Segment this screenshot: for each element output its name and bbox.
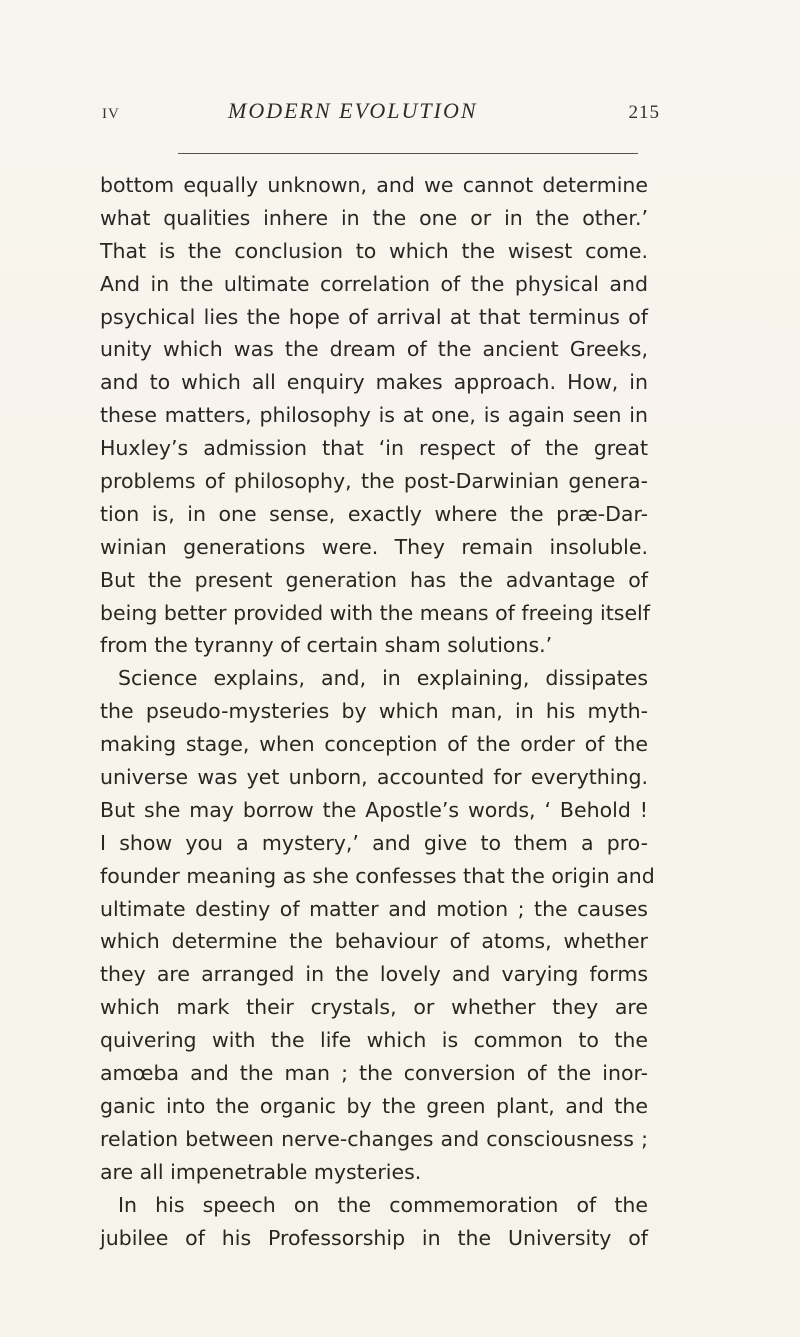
chapter-number: IV [102,106,120,122]
text-line: universe was yet unborn, accounted for everything. [100,765,648,790]
text-line: making stage, when conception of the order of the [100,732,648,757]
text-line: Huxley’s admission that ‘in respect of the great [100,436,648,461]
text-line: which mark their crystals, or whether they are [100,995,648,1020]
text-line: That is the conclusion to which the wisest come. [100,238,648,263]
page-number: 215 [628,102,660,123]
text-line: these matters, philosophy is at one, is again seen in [100,403,648,428]
text-line: the pseudo-mysteries by which man, in his myth- [100,699,648,724]
text-line: I show you a mystery,’ and give to them a pro- [100,830,648,855]
text-line: being better provided with the means of freeing itself [100,600,650,625]
text-line: bottom equally unknown, and we cannot determine [100,173,648,197]
text-line: what qualities inhere in the one or in the other.’ [100,205,648,230]
text-line: are all impenetrable mysteries. [100,1159,422,1184]
running-header [100,96,660,136]
text-line: they are arranged in the lovely and varying forms [100,962,648,987]
text-line: psychical lies the hope of arrival at that terminus of [100,304,648,329]
header-rule [178,153,638,154]
text-line: and to which all enquiry makes approach. How, in [100,370,648,395]
text-line: which determine the behaviour of atoms, whether [100,929,648,954]
text-line: amœba and the man ; the conversion of the inor- [100,1061,648,1086]
text-line: winian generations were. They remain insoluble. [100,534,648,559]
text-line: problems of philosophy, the post-Darwinian genera- [100,469,648,494]
text-line: unity which was the dream of the ancient Greeks, [100,337,648,362]
running-title: MODERN EVOLUTION [228,98,478,123]
text-line: jubilee of his Professorship in the University of [100,1225,648,1250]
text-line: And in the ultimate correlation of the physical and [100,271,648,296]
text-line: quivering with the life which is common to the [100,1028,648,1053]
text-line: founder meaning as she confesses that the origin and [100,863,655,888]
text-line: But the present generation has the advantage of [100,567,648,592]
text-line: from the tyranny of certain sham solutions.’ [100,633,553,658]
text-line: ganic into the organic by the green plant, and the [100,1093,648,1118]
text-line: relation between nerve-changes and consciousness ; [100,1126,648,1151]
text-line: ultimate destiny of matter and motion ; the causes [100,896,648,921]
text-line: But she may borrow the Apostle’s words, ‘ Behold ! [100,797,648,822]
body-text [100,169,655,1254]
text-line: Science explains, and, in explaining, dissipates [118,666,648,691]
text-line: tion is, in one sense, exactly where the præ-Dar- [100,501,648,526]
text-line: In his speech on the commemoration of the [118,1192,648,1217]
